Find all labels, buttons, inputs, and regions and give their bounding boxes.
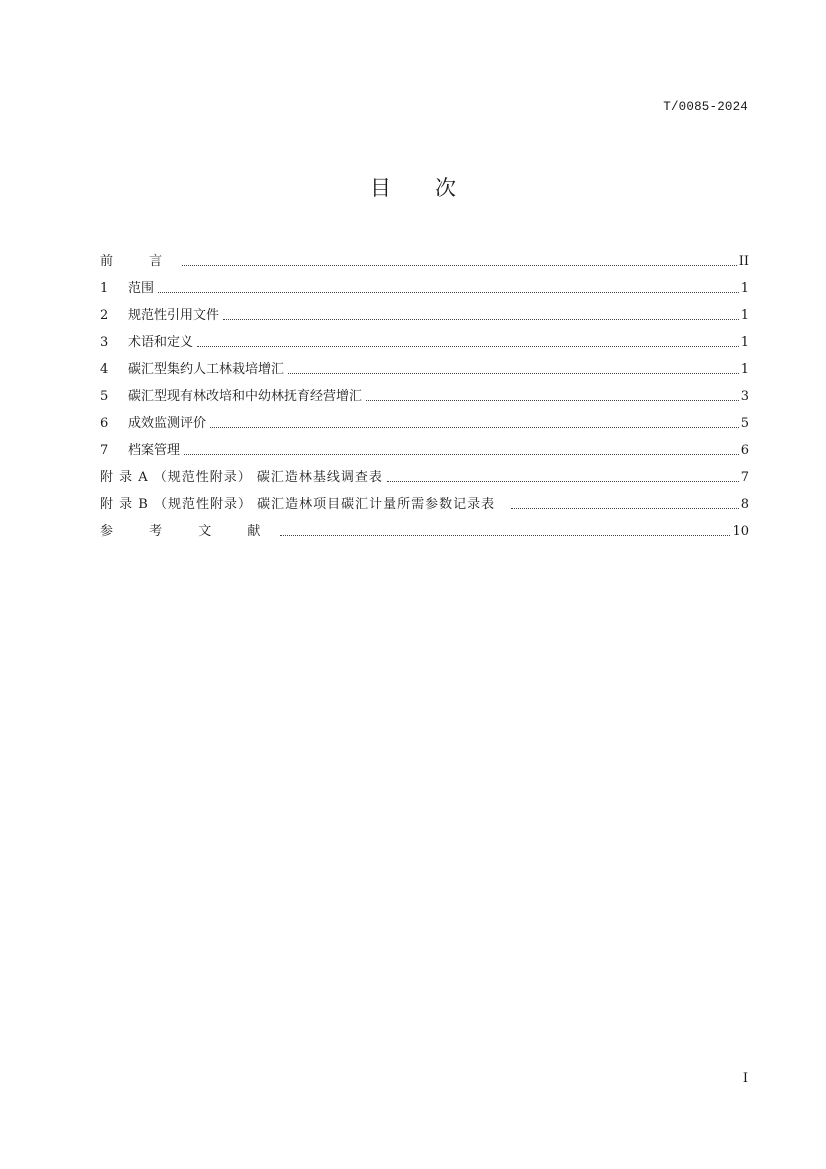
toc-entry-number: 2 — [100, 308, 109, 323]
toc-entry-label: 碳汇型现有林改培和中幼林抚育经营增汇 — [128, 389, 363, 404]
toc-entry-page: 5 — [740, 416, 749, 431]
dot-leader — [223, 319, 739, 320]
toc-entry-label: 碳汇型集约人工林栽培增汇 — [128, 362, 285, 377]
toc-entry-annex-b[interactable] — [100, 486, 749, 513]
toc-entry-page: 1 — [740, 335, 749, 350]
dot-leader — [387, 481, 739, 482]
toc-title: 目次 — [370, 176, 500, 200]
toc-entry-page: II — [738, 254, 749, 269]
toc-entry-6[interactable] — [100, 405, 749, 432]
dot-leader — [158, 292, 739, 293]
dot-leader — [511, 508, 739, 509]
table-of-contents — [100, 243, 749, 540]
toc-entry-page: 3 — [740, 389, 749, 404]
toc-entry-page: 1 — [740, 362, 749, 377]
dot-leader — [288, 373, 739, 374]
toc-entry-number: 1 — [100, 281, 109, 296]
toc-entry-label: 档案管理 — [128, 443, 181, 458]
toc-entry-page: 1 — [740, 281, 749, 296]
toc-entry-label: 规范性引用文件 — [128, 308, 220, 323]
dot-leader — [182, 265, 737, 266]
toc-entry-page: 6 — [740, 443, 749, 458]
toc-entry-4[interactable] — [100, 351, 749, 378]
toc-entry-label: 范围 — [128, 281, 155, 296]
dot-leader — [197, 346, 739, 347]
toc-entry-label: 前 言 — [100, 254, 179, 269]
toc-entry-3[interactable] — [100, 324, 749, 351]
toc-entry-1[interactable] — [100, 270, 749, 297]
dot-leader — [210, 427, 739, 428]
toc-entry-label: 术语和定义 — [128, 335, 194, 350]
toc-entry-page: 10 — [732, 524, 749, 539]
toc-entry-number: 3 — [100, 335, 109, 350]
document-code: T/0085-2024 — [663, 100, 748, 114]
toc-entry-references[interactable] — [100, 513, 749, 540]
dot-leader — [184, 454, 739, 455]
toc-entry-label: 附 录 A （规范性附录） 碳汇造林基线调查表 — [100, 470, 383, 485]
toc-entry-number: 7 — [100, 443, 109, 458]
page-number: I — [742, 1071, 748, 1086]
toc-entry-number: 6 — [100, 416, 109, 431]
dot-leader — [366, 400, 739, 401]
toc-entry-5[interactable] — [100, 378, 749, 405]
dot-leader — [280, 535, 730, 536]
toc-entry-7[interactable] — [100, 432, 749, 459]
toc-entry-label: 参 考 文 献 — [100, 524, 277, 539]
toc-entry-page: 7 — [740, 470, 749, 485]
toc-entry-label: 附 录 B （规范性附录） 碳汇造林项目碳汇计量所需参数记录表 — [100, 497, 496, 512]
toc-entry-foreword[interactable] — [100, 243, 749, 270]
toc-entry-page: 1 — [740, 308, 749, 323]
toc-entry-number: 5 — [100, 389, 109, 404]
toc-entry-2[interactable] — [100, 297, 749, 324]
toc-entry-number: 4 — [100, 362, 109, 377]
toc-entry-page: 8 — [740, 497, 749, 512]
toc-entry-annex-a[interactable] — [100, 459, 749, 486]
toc-entry-label: 成效监测评价 — [128, 416, 207, 431]
